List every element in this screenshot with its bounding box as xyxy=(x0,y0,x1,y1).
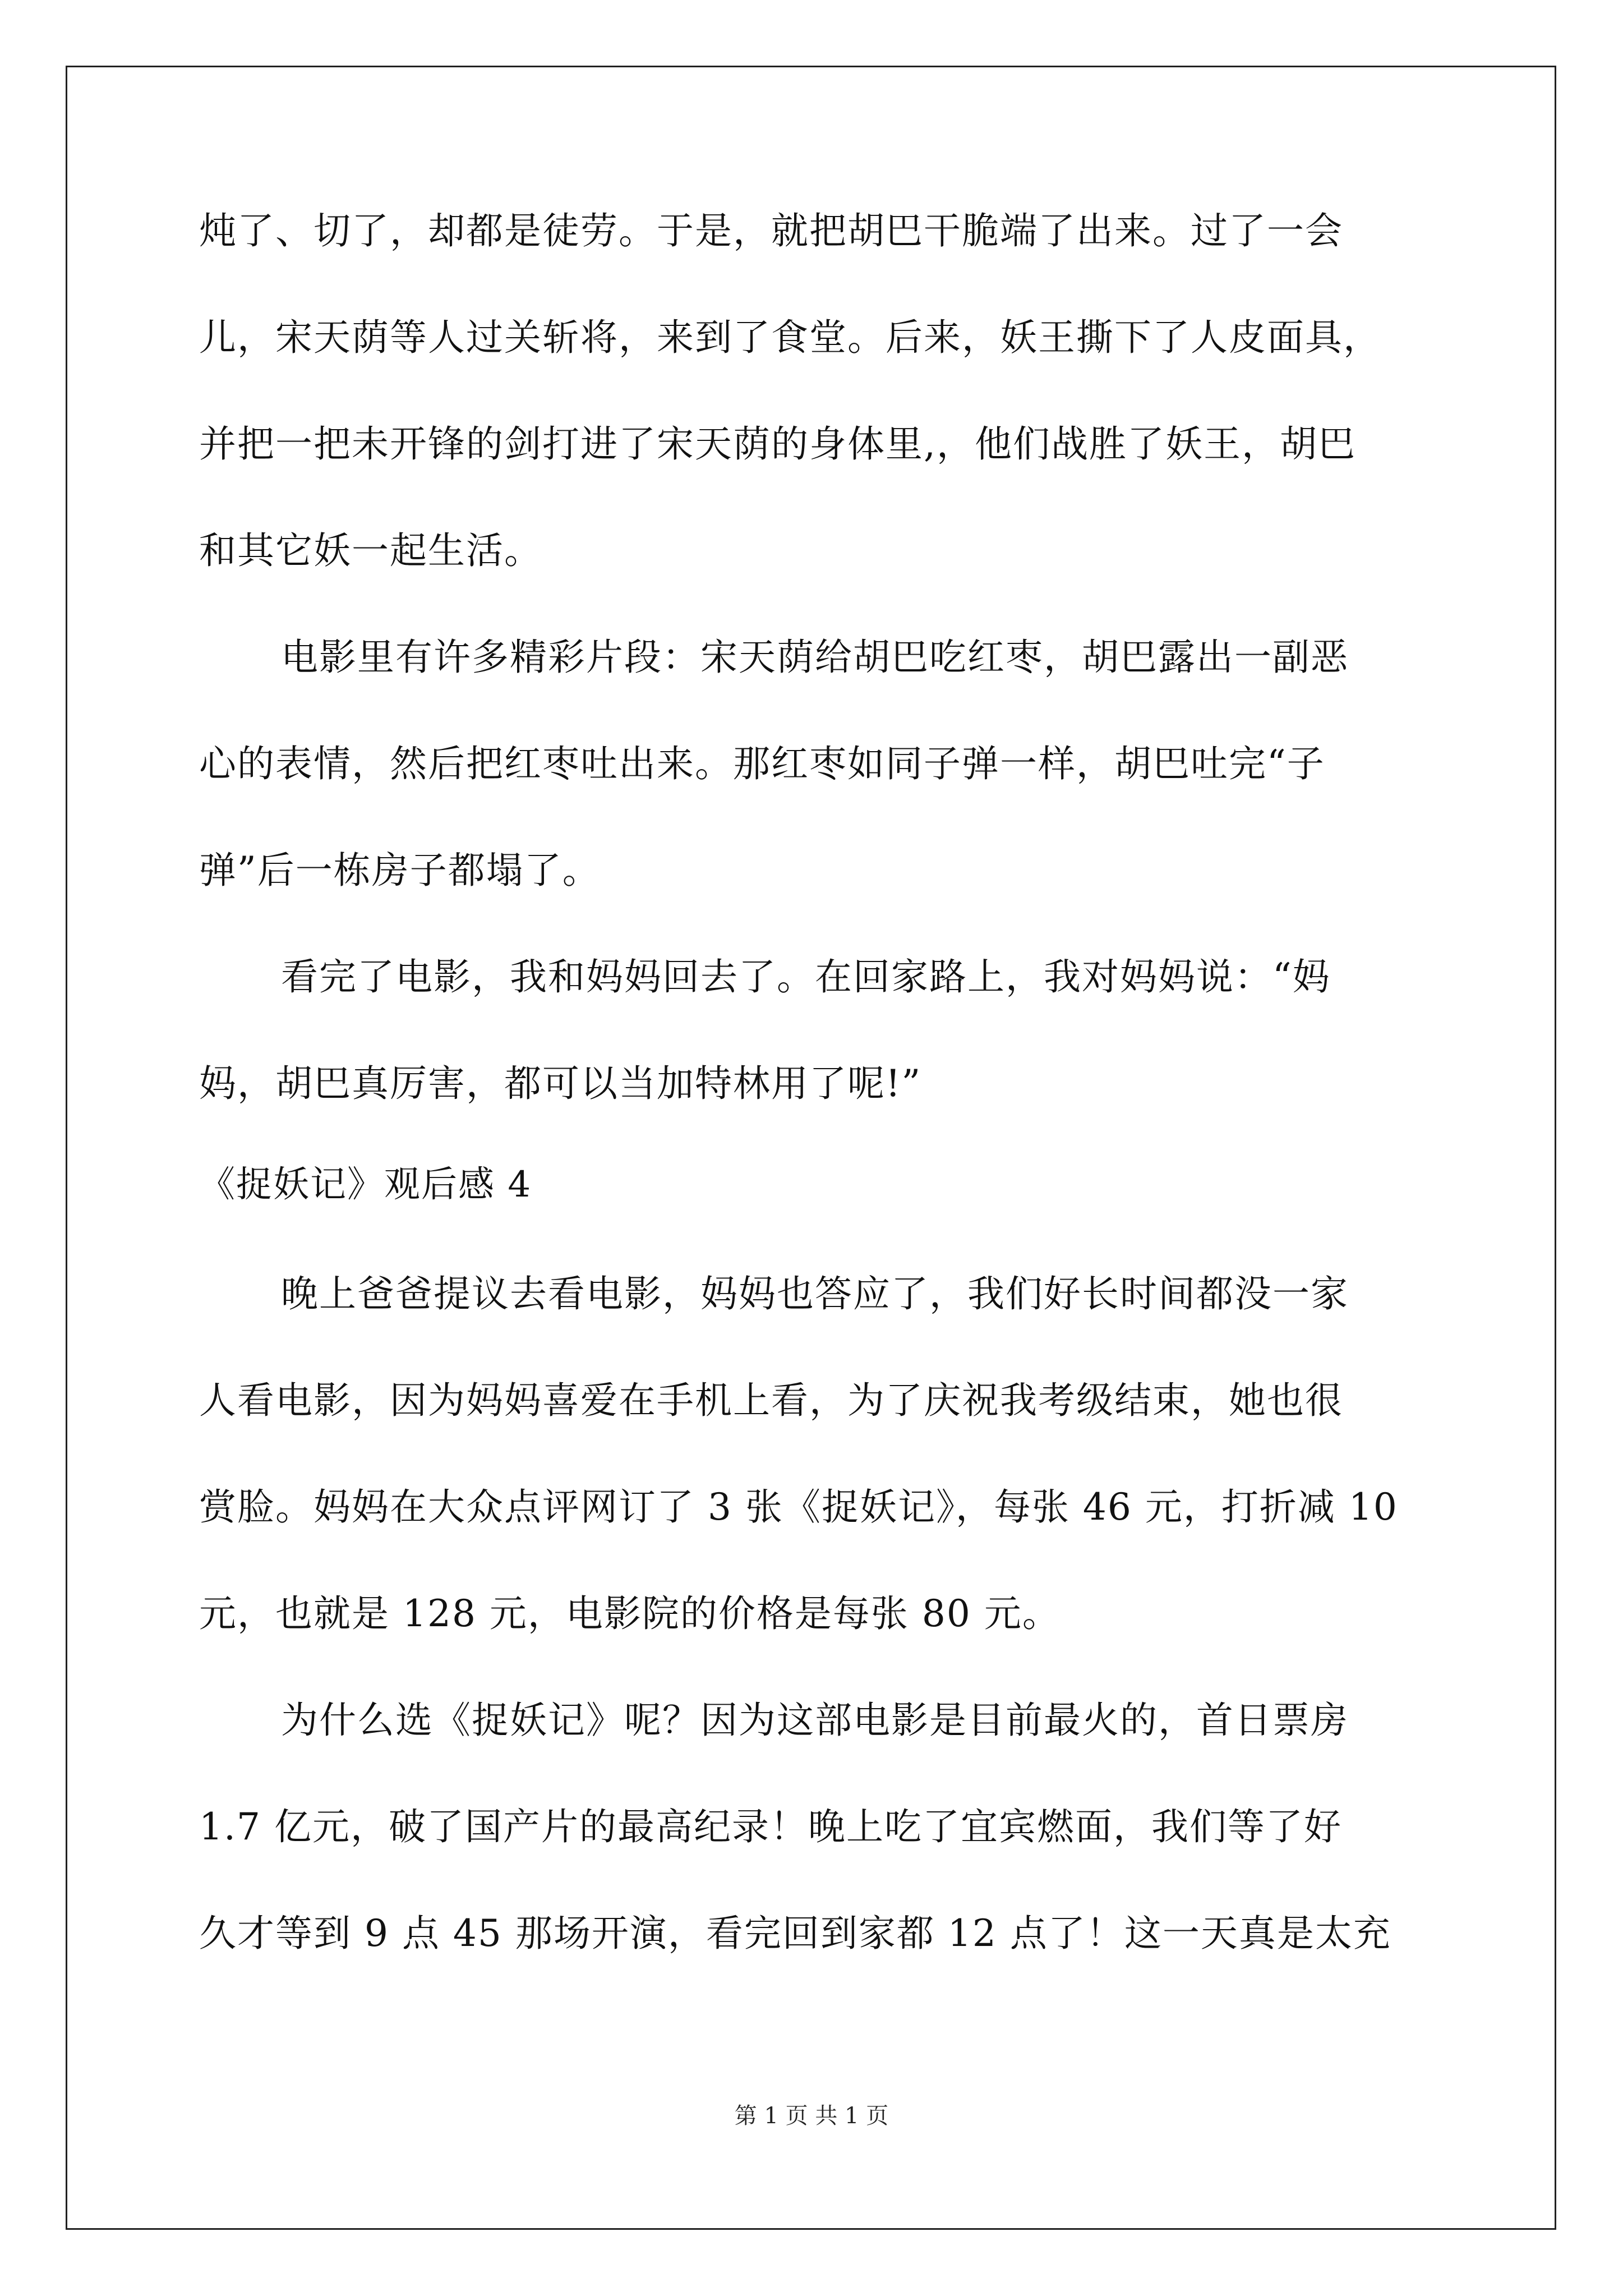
paragraph-line: 并把一把未开锋的剑打进了宋天荫的身体里,，他们战胜了妖王，胡巴 xyxy=(199,422,1356,466)
paragraph-line: 1.7 亿元，破了国产片的最高纪录！晚上吃了宜宾燃面，我们等了好 xyxy=(199,1805,1342,1848)
paragraph-line: 和其它妖一起生活。 xyxy=(199,529,542,572)
paragraph-line: 久才等到 9 点 45 那场开演，看完回到家都 12 点了！这一天真是太充 xyxy=(199,1912,1391,1955)
paragraph-line: 为什么选《捉妖记》呢？因为这部电影是目前最火的，首日票房 xyxy=(281,1699,1349,1742)
paragraph-line: 心的表情，然后把红枣吐出来。那红枣如同子弹一样，胡巴吐完“子 xyxy=(199,742,1325,785)
paragraph-line: 赏脸。妈妈在大众点评网订了 3 张《捉妖记》，每张 46 元，打折减 10 xyxy=(199,1485,1398,1529)
paragraph-line: 电影里有许多精彩片段：宋天荫给胡巴吃红枣，胡巴露出一副恶 xyxy=(281,636,1349,679)
paragraph-line: 儿，宋天荫等人过关斩将，来到了食堂。后来，妖王撕下了人皮面具， xyxy=(199,316,1381,359)
paragraph-line: 人看电影，因为妈妈喜爱在手机上看，为了庆祝我考级结束，她也很 xyxy=(199,1379,1343,1422)
page-border xyxy=(66,66,1556,2230)
paragraph-line: 妈，胡巴真厉害，都可以当加特林用了呢!” xyxy=(199,1062,922,1105)
paragraph-line: 看完了电影，我和妈妈回去了。在回家路上，我对妈妈说：“妈 xyxy=(281,955,1331,999)
paragraph-line: 元，也就是 128 元，电影院的价格是每张 80 元。 xyxy=(199,1592,1061,1635)
page-footer: 第 1 页 共 1 页 xyxy=(734,2103,889,2129)
paragraph-line: 炖了、切了，却都是徒劳。于是，就把胡巴干脆端了出来。过了一会 xyxy=(199,209,1343,252)
section-heading: 《捉妖记》观后感 4 xyxy=(199,1164,532,1205)
paragraph-line: 晚上爸爸提议去看电影，妈妈也答应了，我们好长时间都没一家 xyxy=(281,1272,1349,1315)
paragraph-line: 弹”后一栋房子都塌了。 xyxy=(199,849,601,892)
